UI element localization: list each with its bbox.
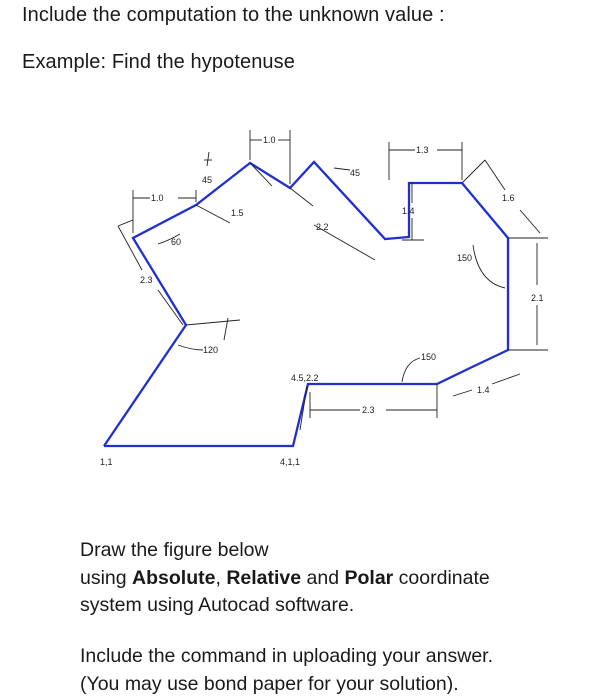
p2-line-a: Include the command in uploading your answer. bbox=[80, 645, 494, 667]
angle-45-left-label: 45 bbox=[202, 175, 213, 185]
len-23-left-label: 2.3 bbox=[140, 275, 153, 285]
relative-keyword: Relative bbox=[226, 566, 302, 589]
figure-outline bbox=[104, 162, 508, 446]
dim-left-label: 1.0 bbox=[151, 193, 164, 203]
coord-11-label: 1,1 bbox=[100, 457, 113, 467]
angle-150-bottom-label: 150 bbox=[421, 352, 437, 362]
coord-452-label: 4.5,2.2 bbox=[291, 373, 319, 383]
dim-top-label: 1.0 bbox=[263, 135, 276, 145]
len-16-label: 1.6 bbox=[502, 193, 515, 203]
len-14-bottom-label: 1.4 bbox=[477, 385, 490, 395]
angle-45-right-label: 45 bbox=[350, 168, 361, 178]
example-line: Example: Find the hypotenuse bbox=[22, 51, 295, 73]
len-14-top-label: 1.4 bbox=[402, 206, 415, 216]
polar-keyword: Polar bbox=[344, 566, 394, 589]
len-22-label: 2.2 bbox=[316, 222, 329, 232]
submission-note bbox=[80, 643, 580, 698]
p1-text-a: Draw the figure below bbox=[80, 539, 269, 561]
coord-41-label: 4,1,1 bbox=[280, 457, 301, 467]
p1-text-e: coordinate bbox=[393, 566, 490, 589]
p1-text-f: system using Autocad software. bbox=[80, 594, 355, 616]
len-15-label: 1.5 bbox=[231, 208, 244, 218]
len-23-bottom-label: 2.3 bbox=[362, 405, 375, 415]
p1-text-c: , bbox=[215, 566, 227, 589]
len-21-label: 2.1 bbox=[531, 293, 544, 303]
p2-line-b: (You may use bond paper for your solution). bbox=[80, 672, 459, 695]
p1-text-b: using bbox=[80, 566, 133, 589]
absolute-keyword: Absolute bbox=[132, 566, 216, 589]
instruction-line-1: Include the computation to the unknown value : bbox=[22, 4, 445, 26]
instruction-paragraph bbox=[80, 537, 580, 620]
angle-150-top-label: 150 bbox=[457, 253, 473, 263]
angle-60-label: 60 bbox=[171, 237, 182, 247]
p1-text-d: and bbox=[301, 566, 345, 589]
autocad-figure bbox=[0, 110, 596, 480]
angle-120-label: 120 bbox=[203, 345, 219, 355]
dim-top-right-label: 1.3 bbox=[416, 145, 429, 155]
